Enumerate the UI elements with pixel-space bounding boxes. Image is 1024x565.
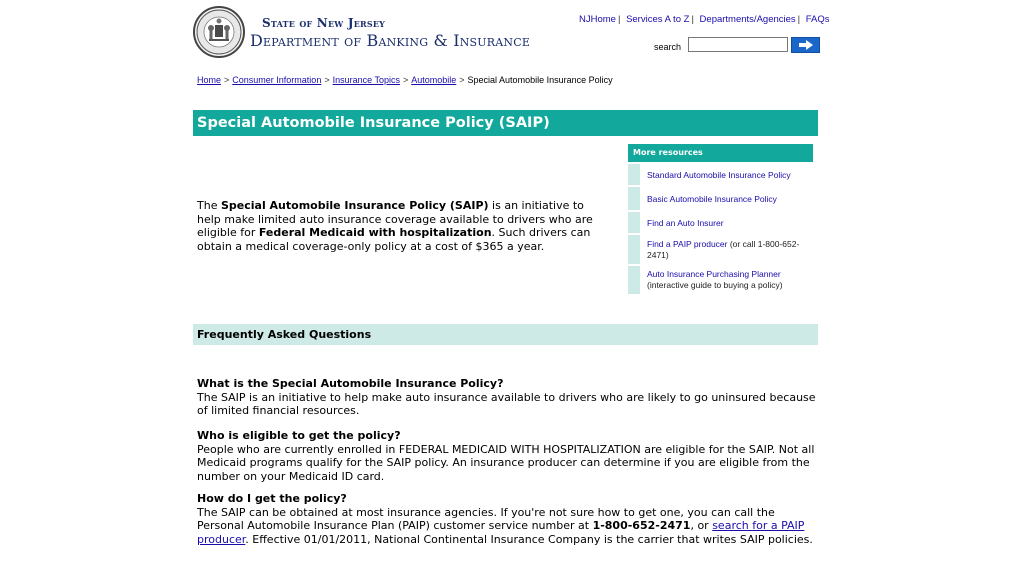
state-title: State of New Jersey — [262, 16, 386, 30]
faq-item-how-to-get — [197, 492, 817, 546]
intro-medicaid-bold: Federal Medicaid with hospitalization — [258, 226, 492, 239]
sidebar-link-standard-policy[interactable]: Standard Automobile Insurance Policy — [647, 170, 791, 180]
sidebar-note-planner: (interactive guide to buying a policy) — [647, 279, 783, 290]
sidebar-item-find-insurer — [628, 212, 813, 233]
paip-phone-number: 1-800-652-2471 — [592, 519, 691, 532]
sidebar-link-basic-policy[interactable]: Basic Automobile Insurance Policy — [647, 194, 777, 204]
search-label: search — [654, 42, 682, 52]
sidebar-link-find-insurer[interactable]: Find an Auto Insurer — [647, 218, 724, 228]
top-links: NJHome | Services A to Z | Departments/Agencies | FAQs — [579, 14, 830, 25]
faq-title: Frequently Asked Questions — [197, 328, 372, 341]
faq-header-bar — [193, 324, 818, 345]
arrow-right-icon — [799, 40, 813, 50]
faq-answer: People who are currently enrolled in FEDERAL MEDICAID WITH HOSPITALIZATION are eligible for the SAIP. Not all Medicaid programs qualify for the SAIP policy. An insurance producer can determine if you are eligible from the number on your Medicaid ID card. — [197, 442, 815, 483]
faq-answer: The SAIP is an initiative to help make auto insurance available to drivers who are likely to go uninsured because of limited financial resources. — [197, 390, 816, 417]
search-button[interactable] — [791, 37, 820, 53]
nj-state-seal-logo[interactable] — [193, 6, 245, 58]
page-title: Special Automobile Insurance Policy (SAIP) — [197, 115, 550, 131]
breadcrumb-home[interactable]: Home — [197, 75, 222, 85]
search-input[interactable] — [688, 37, 788, 52]
breadcrumb-current: Special Automobile Insurance Policy — [467, 75, 613, 85]
intro-saip-bold: Special Automobile Insurance Policy (SAIP) — [220, 199, 489, 212]
department-title[interactable]: Department of Banking & Insurance — [250, 31, 531, 50]
top-link-faqs[interactable]: FAQs — [805, 14, 830, 25]
intro-paragraph: The Special Automobile Insurance Policy (SAIP) is an initiative to help make limited auto insurance coverage available to drivers who are eligible for Federal Medicaid with hospitalization. Such drivers can obtain a medical coverage-only policy at a cost of $365 a year. — [197, 199, 593, 253]
sidebar-note-paip-phone: (or call 1-800-652-2471) — [647, 239, 800, 260]
sidebar-link-purchasing-planner[interactable]: Auto Insurance Purchasing Planner — [647, 269, 781, 279]
page-title-bar — [193, 110, 818, 136]
sidebar-title: More resources — [628, 144, 813, 162]
faq-question: What is the Special Automobile Insurance Policy? — [197, 377, 504, 390]
top-link-njhome[interactable]: NJHome — [579, 14, 616, 25]
top-link-departments[interactable]: Departments/Agencies — [699, 14, 796, 25]
sidebar-item-basic-policy — [628, 187, 813, 210]
faq-item-what-is — [197, 377, 817, 418]
breadcrumb-automobile[interactable]: Automobile — [411, 75, 457, 85]
sidebar-item-purchasing-planner — [628, 266, 813, 294]
breadcrumb-insurance-topics[interactable]: Insurance Topics — [332, 75, 400, 85]
faq-question: How do I get the policy? — [197, 492, 347, 505]
faq-item-eligibility — [197, 429, 817, 483]
top-link-services[interactable]: Services A to Z — [626, 14, 690, 25]
faq-answer: The SAIP can be obtained at most insurance agencies. If you're not sure how to get one, you can call the Personal Automobile Insurance Plan (PAIP) customer service number at 1-800-652-2471, or search for a PAIP producer. Effective 01/01/2011, National Continental Insurance Company is the carrier that writes SAIP policies. — [197, 505, 813, 546]
sidebar-link-paip-producer[interactable]: Find a PAIP producer — [647, 239, 728, 249]
breadcrumb-consumer-information[interactable]: Consumer Information — [232, 75, 322, 85]
faq-question: Who is eligible to get the policy? — [197, 429, 401, 442]
breadcrumb: Home > Consumer Information > Insurance Topics > Automobile > Special Automobile Insurance Policy — [197, 75, 613, 85]
sidebar-item-paip-producer — [628, 235, 813, 264]
sidebar-item-standard-policy — [628, 164, 813, 185]
search-paip-producer-link[interactable]: search for a PAIP producer — [197, 519, 805, 546]
